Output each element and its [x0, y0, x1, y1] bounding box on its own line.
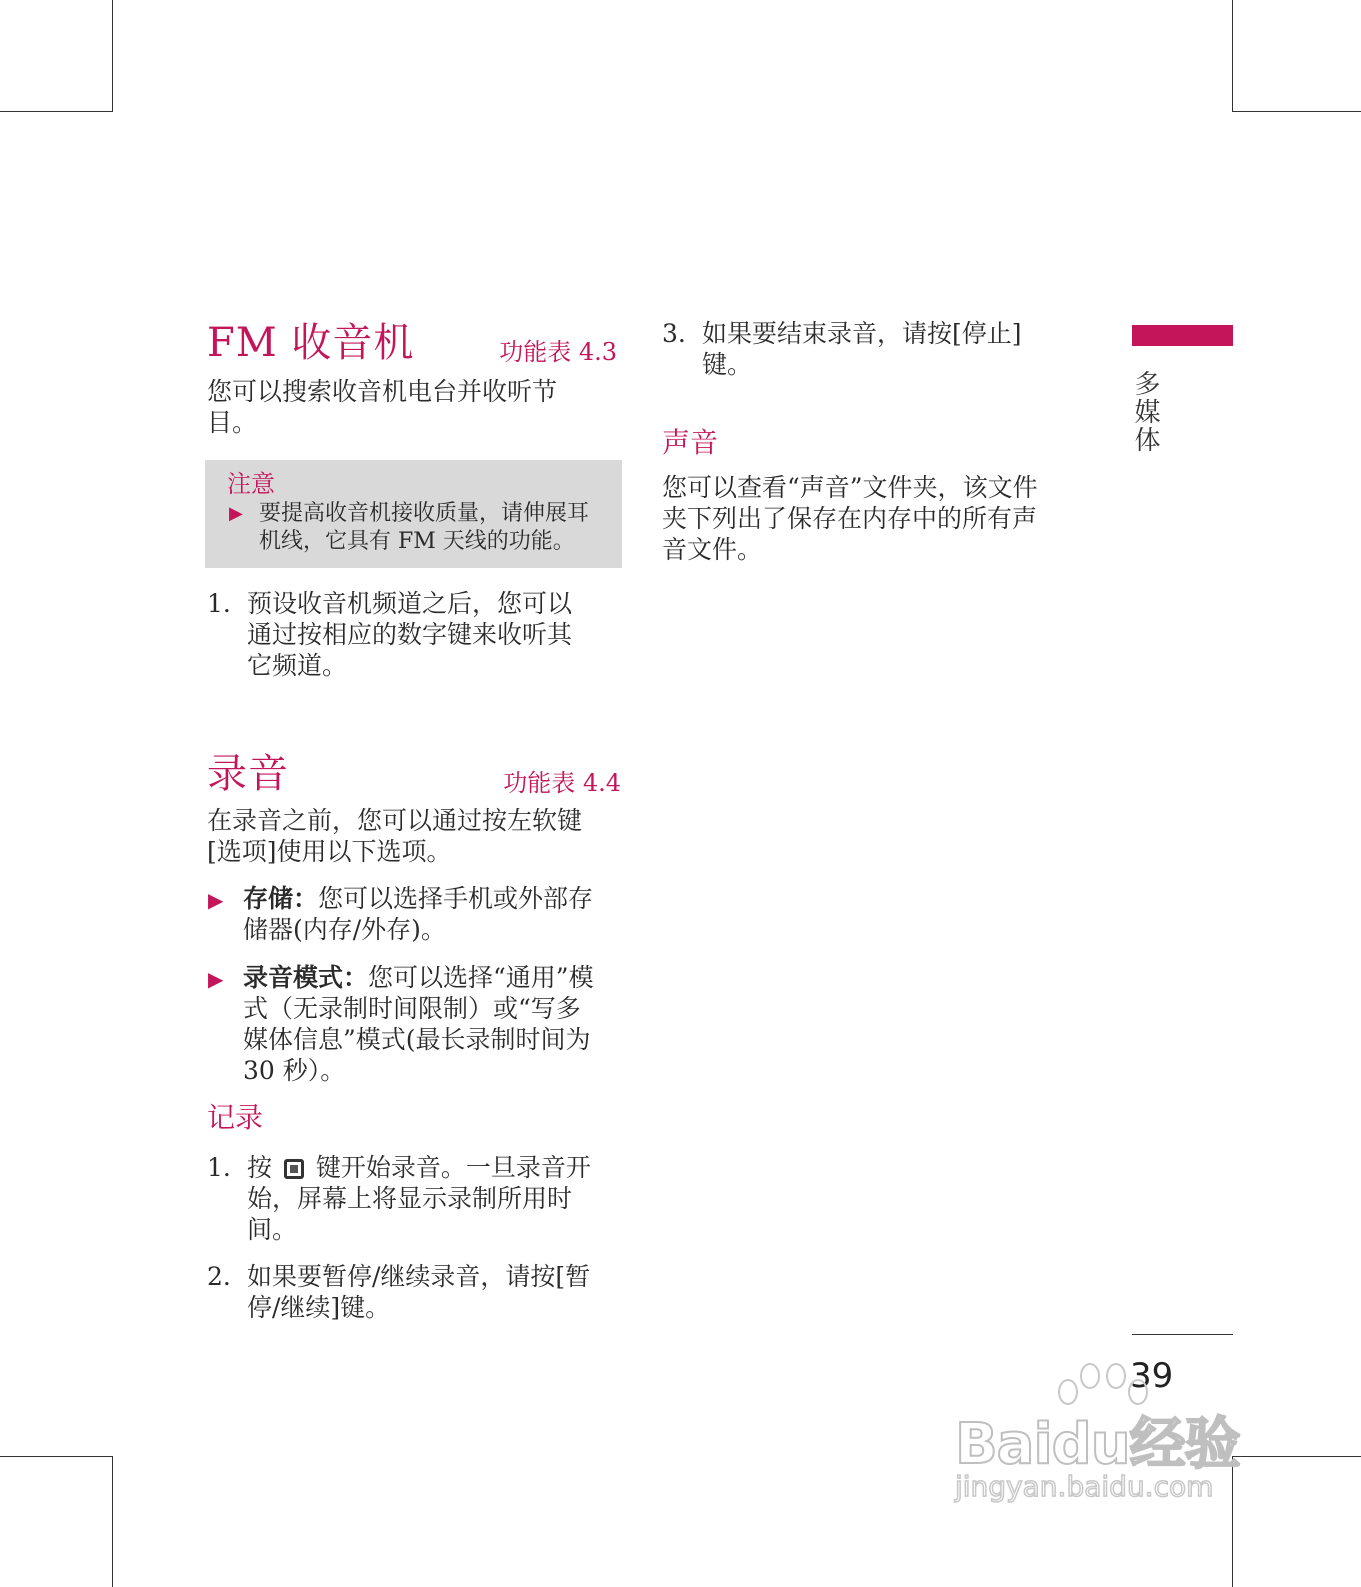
record-step-2	[207, 1261, 617, 1323]
record-step-3	[662, 318, 1042, 380]
sound-subheading: 声音	[662, 426, 719, 459]
watermark-url: jingyan.baidu.com	[955, 1470, 1214, 1503]
recorder-menu-ref: 功能表 4.4	[503, 769, 621, 797]
sound-text: 您可以查看“声音”文件夹，该文件夹下列出了保存在内存中的所有声音文件。	[662, 473, 1038, 564]
watermark-logo: Baidu经验	[955, 1412, 1240, 1477]
step-text: 预设收音机频道之后，您可以通过按相应的数字键来收听其它频道。	[247, 589, 573, 680]
chapter-tab-bar	[1132, 325, 1233, 346]
step-number: 1.	[207, 1153, 231, 1182]
option-record-mode	[207, 962, 605, 1086]
note-title: 注意	[227, 470, 275, 498]
record-subheading: 记录	[207, 1101, 264, 1134]
left-column	[207, 318, 627, 1323]
option-text: 您可以选择手机或外部存储器(内存/外存)。	[243, 884, 594, 944]
chapter-label: 多媒体	[1130, 370, 1160, 454]
crop-mark	[0, 1456, 112, 1457]
step-text: 如果要结束录音，请按[停止]键。	[702, 319, 1022, 379]
crop-mark	[0, 111, 112, 112]
crop-mark	[112, 0, 113, 112]
option-term: 录音模式：	[243, 963, 369, 992]
crop-mark	[112, 1456, 113, 1587]
step-number: 3.	[662, 319, 686, 348]
crop-mark	[1232, 111, 1361, 112]
triangle-bullet-icon: ▶	[208, 967, 224, 991]
crop-mark	[1232, 0, 1233, 112]
fm-radio-header	[207, 318, 627, 368]
fm-radio-title: FM 收音机	[207, 320, 415, 366]
record-key-icon	[284, 1159, 304, 1179]
page-number-rule	[1132, 1334, 1233, 1335]
note-item	[227, 500, 604, 556]
option-text: 您可以选择“通用”模式（无录制时间限制）或“写多媒体信息”模式(最长录制时间为 30 秒）。	[243, 963, 594, 1085]
step-text-pre: 按	[247, 1153, 273, 1182]
triangle-bullet-icon: ▶	[229, 503, 243, 524]
option-term: 存储：	[243, 884, 319, 913]
step-number: 1.	[207, 589, 231, 618]
step-text-post: 键开始录音。一旦录音开始，屏幕上将显示录制所用时间。	[247, 1153, 591, 1244]
triangle-bullet-icon: ▶	[208, 888, 224, 912]
fm-radio-intro: 您可以搜索收音机电台并收听节目。	[207, 377, 558, 437]
step-text: 如果要暂停/继续录音，请按[暂停/继续]键。	[247, 1262, 591, 1322]
note-text: 要提高收音机接收质量，请伸展耳机线，它具有 FM 天线的功能。	[259, 501, 590, 554]
baidu-watermark	[955, 1362, 1275, 1512]
recorder-title: 录音	[207, 751, 289, 797]
recorder-intro: 在录音之前，您可以通过按左软键[选项]使用以下选项。	[207, 806, 583, 866]
recorder-header	[207, 749, 627, 799]
record-step-1	[207, 1152, 592, 1245]
middle-column	[662, 318, 1062, 565]
fm-radio-menu-ref: 功能表 4.3	[499, 338, 617, 366]
note-box	[205, 460, 622, 568]
option-storage	[207, 883, 605, 945]
fm-step-1	[207, 588, 587, 681]
page-number: 39	[1130, 1356, 1174, 1396]
step-number: 2.	[207, 1262, 231, 1291]
